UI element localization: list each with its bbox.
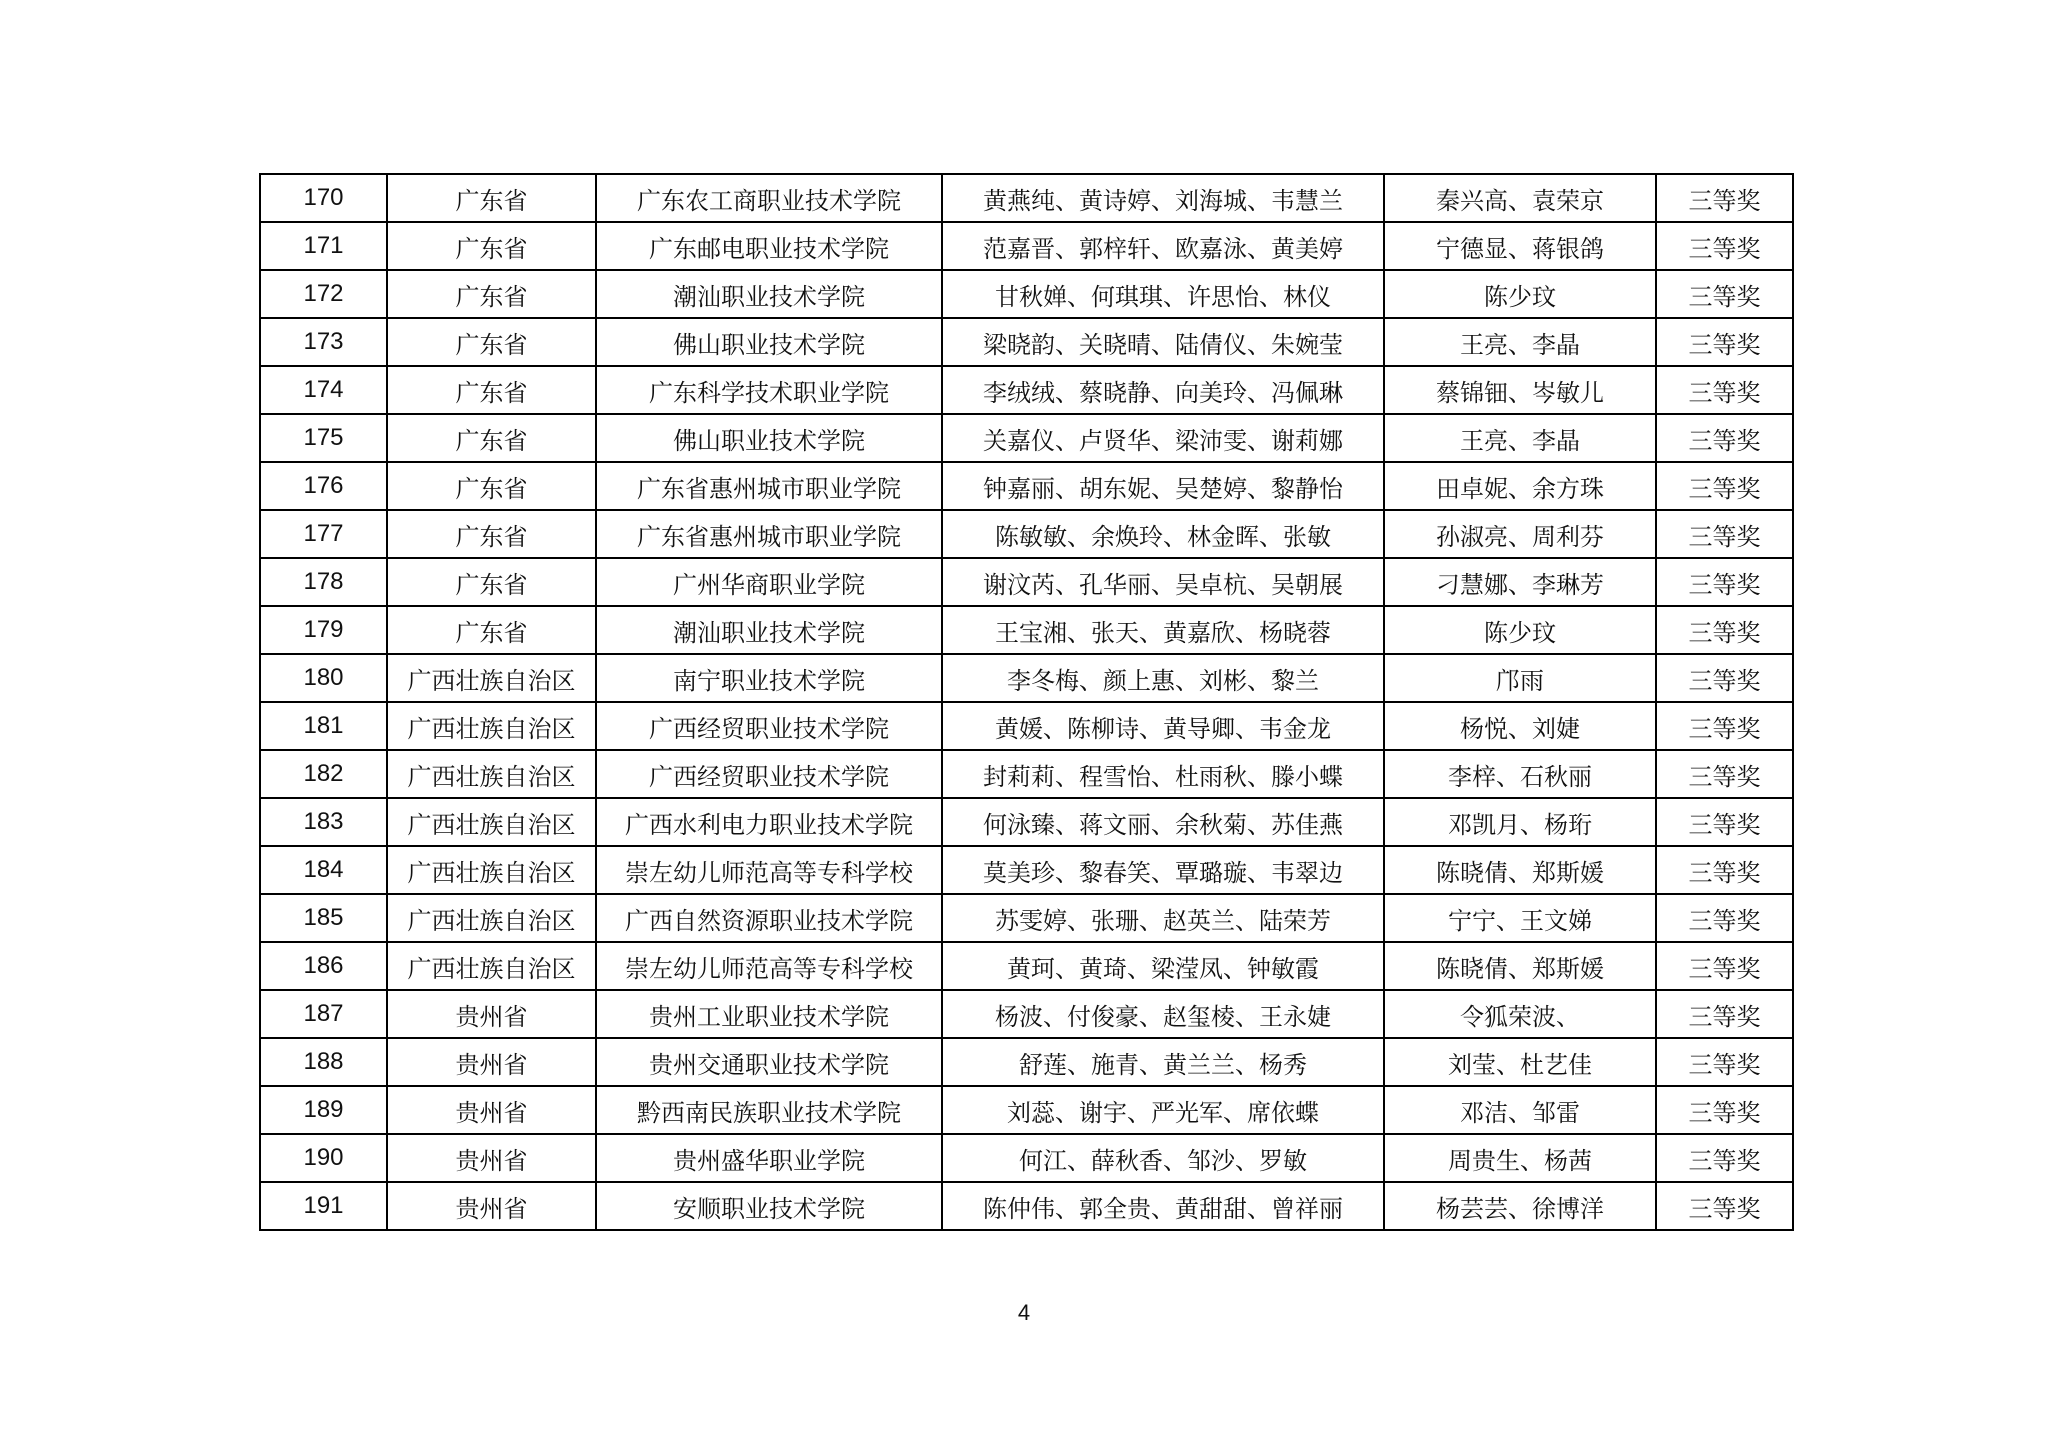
school-cell: 佛山职业技术学院 bbox=[596, 414, 942, 462]
students-cell: 杨波、付俊豪、赵玺棱、王永婕 bbox=[942, 990, 1384, 1038]
province-cell: 贵州省 bbox=[387, 1038, 596, 1086]
award-cell: 三等奖 bbox=[1656, 750, 1793, 798]
students-cell: 范嘉晋、郭梓轩、欧嘉泳、黄美婷 bbox=[942, 222, 1384, 270]
table-row bbox=[260, 750, 1793, 798]
row-number-cell: 182 bbox=[260, 750, 387, 798]
row-number-cell: 171 bbox=[260, 222, 387, 270]
award-cell: 三等奖 bbox=[1656, 894, 1793, 942]
award-cell: 三等奖 bbox=[1656, 798, 1793, 846]
table-row bbox=[260, 1134, 1793, 1182]
advisors-cell: 杨芸芸、徐博洋 bbox=[1384, 1182, 1656, 1230]
table-row bbox=[260, 894, 1793, 942]
row-number-cell: 179 bbox=[260, 606, 387, 654]
school-cell: 崇左幼儿师范高等专科学校 bbox=[596, 942, 942, 990]
advisors-cell: 邓洁、邹雷 bbox=[1384, 1086, 1656, 1134]
row-number-cell: 184 bbox=[260, 846, 387, 894]
advisors-cell: 陈晓倩、郑斯媛 bbox=[1384, 942, 1656, 990]
school-cell: 贵州盛华职业学院 bbox=[596, 1134, 942, 1182]
students-cell: 黄珂、黄琦、梁滢凤、钟敏霞 bbox=[942, 942, 1384, 990]
advisors-cell: 邓凯月、杨珩 bbox=[1384, 798, 1656, 846]
school-cell: 佛山职业技术学院 bbox=[596, 318, 942, 366]
row-number-cell: 185 bbox=[260, 894, 387, 942]
students-cell: 甘秋婵、何琪琪、许思怡、林仪 bbox=[942, 270, 1384, 318]
advisors-cell: 周贵生、杨茜 bbox=[1384, 1134, 1656, 1182]
students-cell: 黄燕纯、黄诗婷、刘海城、韦慧兰 bbox=[942, 174, 1384, 222]
award-cell: 三等奖 bbox=[1656, 558, 1793, 606]
students-cell: 莫美珍、黎春笑、覃璐璇、韦翠边 bbox=[942, 846, 1384, 894]
school-cell: 广东邮电职业技术学院 bbox=[596, 222, 942, 270]
table-row bbox=[260, 1182, 1793, 1230]
award-cell: 三等奖 bbox=[1656, 1134, 1793, 1182]
award-cell: 三等奖 bbox=[1656, 606, 1793, 654]
table-row bbox=[260, 606, 1793, 654]
award-cell: 三等奖 bbox=[1656, 318, 1793, 366]
province-cell: 广东省 bbox=[387, 222, 596, 270]
table-row bbox=[260, 510, 1793, 558]
advisors-cell: 宁宁、王文娣 bbox=[1384, 894, 1656, 942]
table-row bbox=[260, 654, 1793, 702]
award-cell: 三等奖 bbox=[1656, 414, 1793, 462]
advisors-cell: 令狐荣波、 bbox=[1384, 990, 1656, 1038]
table-row bbox=[260, 798, 1793, 846]
school-cell: 广东农工商职业技术学院 bbox=[596, 174, 942, 222]
students-cell: 苏雯婷、张珊、赵英兰、陆荣芳 bbox=[942, 894, 1384, 942]
row-number-cell: 186 bbox=[260, 942, 387, 990]
school-cell: 潮汕职业技术学院 bbox=[596, 270, 942, 318]
table-row bbox=[260, 846, 1793, 894]
award-cell: 三等奖 bbox=[1656, 222, 1793, 270]
row-number-cell: 174 bbox=[260, 366, 387, 414]
students-cell: 舒莲、施青、黄兰兰、杨秀 bbox=[942, 1038, 1384, 1086]
province-cell: 广西壮族自治区 bbox=[387, 702, 596, 750]
province-cell: 贵州省 bbox=[387, 1182, 596, 1230]
province-cell: 广东省 bbox=[387, 174, 596, 222]
award-cell: 三等奖 bbox=[1656, 174, 1793, 222]
province-cell: 广东省 bbox=[387, 510, 596, 558]
school-cell: 贵州交通职业技术学院 bbox=[596, 1038, 942, 1086]
table-row bbox=[260, 318, 1793, 366]
students-cell: 梁晓韵、关晓晴、陆倩仪、朱婉莹 bbox=[942, 318, 1384, 366]
advisors-cell: 陈少玟 bbox=[1384, 270, 1656, 318]
page-number: 4 bbox=[1017, 1300, 1031, 1325]
table-row bbox=[260, 366, 1793, 414]
school-cell: 黔西南民族职业技术学院 bbox=[596, 1086, 942, 1134]
school-cell: 广西水利电力职业技术学院 bbox=[596, 798, 942, 846]
table-row bbox=[260, 990, 1793, 1038]
province-cell: 广西壮族自治区 bbox=[387, 894, 596, 942]
advisors-cell: 李梓、石秋丽 bbox=[1384, 750, 1656, 798]
province-cell: 广东省 bbox=[387, 318, 596, 366]
school-cell: 南宁职业技术学院 bbox=[596, 654, 942, 702]
table-row bbox=[260, 414, 1793, 462]
province-cell: 广西壮族自治区 bbox=[387, 942, 596, 990]
award-cell: 三等奖 bbox=[1656, 1086, 1793, 1134]
table-row bbox=[260, 702, 1793, 750]
province-cell: 贵州省 bbox=[387, 1086, 596, 1134]
province-cell: 广东省 bbox=[387, 414, 596, 462]
province-cell: 广东省 bbox=[387, 462, 596, 510]
students-cell: 封莉莉、程雪怡、杜雨秋、滕小蝶 bbox=[942, 750, 1384, 798]
row-number-cell: 176 bbox=[260, 462, 387, 510]
province-cell: 贵州省 bbox=[387, 1134, 596, 1182]
row-number-cell: 190 bbox=[260, 1134, 387, 1182]
table-row bbox=[260, 1038, 1793, 1086]
award-cell: 三等奖 bbox=[1656, 462, 1793, 510]
province-cell: 广东省 bbox=[387, 558, 596, 606]
school-cell: 广东省惠州城市职业学院 bbox=[596, 510, 942, 558]
advisors-cell: 刁慧娜、李琳芳 bbox=[1384, 558, 1656, 606]
advisors-cell: 杨悦、刘婕 bbox=[1384, 702, 1656, 750]
school-cell: 崇左幼儿师范高等专科学校 bbox=[596, 846, 942, 894]
advisors-cell: 孙淑亮、周利芬 bbox=[1384, 510, 1656, 558]
students-cell: 钟嘉丽、胡东妮、吴楚婷、黎静怡 bbox=[942, 462, 1384, 510]
table-row bbox=[260, 462, 1793, 510]
students-cell: 李绒绒、蔡晓静、向美玲、冯佩琳 bbox=[942, 366, 1384, 414]
award-cell: 三等奖 bbox=[1656, 366, 1793, 414]
province-cell: 广东省 bbox=[387, 270, 596, 318]
table-row bbox=[260, 1086, 1793, 1134]
students-cell: 刘蕊、谢宇、严光军、席依蝶 bbox=[942, 1086, 1384, 1134]
award-cell: 三等奖 bbox=[1656, 990, 1793, 1038]
row-number-cell: 175 bbox=[260, 414, 387, 462]
row-number-cell: 178 bbox=[260, 558, 387, 606]
row-number-cell: 187 bbox=[260, 990, 387, 1038]
school-cell: 广东科学技术职业学院 bbox=[596, 366, 942, 414]
row-number-cell: 180 bbox=[260, 654, 387, 702]
school-cell: 广州华商职业学院 bbox=[596, 558, 942, 606]
school-cell: 广西自然资源职业技术学院 bbox=[596, 894, 942, 942]
award-cell: 三等奖 bbox=[1656, 1038, 1793, 1086]
row-number-cell: 188 bbox=[260, 1038, 387, 1086]
award-cell: 三等奖 bbox=[1656, 846, 1793, 894]
row-number-cell: 181 bbox=[260, 702, 387, 750]
province-cell: 广东省 bbox=[387, 366, 596, 414]
table-row bbox=[260, 222, 1793, 270]
advisors-cell: 陈晓倩、郑斯媛 bbox=[1384, 846, 1656, 894]
school-cell: 安顺职业技术学院 bbox=[596, 1182, 942, 1230]
school-cell: 广西经贸职业技术学院 bbox=[596, 702, 942, 750]
students-cell: 谢汶芮、孔华丽、吴卓杭、吴朝展 bbox=[942, 558, 1384, 606]
award-cell: 三等奖 bbox=[1656, 270, 1793, 318]
school-cell: 潮汕职业技术学院 bbox=[596, 606, 942, 654]
award-cell: 三等奖 bbox=[1656, 942, 1793, 990]
award-cell: 三等奖 bbox=[1656, 654, 1793, 702]
award-cell: 三等奖 bbox=[1656, 1182, 1793, 1230]
row-number-cell: 189 bbox=[260, 1086, 387, 1134]
award-cell: 三等奖 bbox=[1656, 702, 1793, 750]
table-body bbox=[260, 174, 1793, 1230]
students-cell: 王宝湘、张天、黄嘉欣、杨晓蓉 bbox=[942, 606, 1384, 654]
advisors-cell: 田卓妮、余方珠 bbox=[1384, 462, 1656, 510]
table-row bbox=[260, 270, 1793, 318]
row-number-cell: 177 bbox=[260, 510, 387, 558]
row-number-cell: 183 bbox=[260, 798, 387, 846]
students-cell: 何江、薛秋香、邹沙、罗敏 bbox=[942, 1134, 1384, 1182]
row-number-cell: 173 bbox=[260, 318, 387, 366]
award-table bbox=[259, 173, 1794, 1231]
students-cell: 陈敏敏、余焕玲、林金晖、张敏 bbox=[942, 510, 1384, 558]
table-row bbox=[260, 942, 1793, 990]
province-cell: 贵州省 bbox=[387, 990, 596, 1038]
students-cell: 黄媛、陈柳诗、黄导卿、韦金龙 bbox=[942, 702, 1384, 750]
advisors-cell: 陈少玟 bbox=[1384, 606, 1656, 654]
advisors-cell: 宁德显、蒋银鸽 bbox=[1384, 222, 1656, 270]
school-cell: 贵州工业职业技术学院 bbox=[596, 990, 942, 1038]
award-cell: 三等奖 bbox=[1656, 510, 1793, 558]
table-row bbox=[260, 174, 1793, 222]
school-cell: 广西经贸职业技术学院 bbox=[596, 750, 942, 798]
students-cell: 李冬梅、颜上惠、刘彬、黎兰 bbox=[942, 654, 1384, 702]
advisors-cell: 秦兴高、袁荣京 bbox=[1384, 174, 1656, 222]
advisors-cell: 刘莹、杜艺佳 bbox=[1384, 1038, 1656, 1086]
advisors-cell: 王亮、李晶 bbox=[1384, 414, 1656, 462]
province-cell: 广西壮族自治区 bbox=[387, 798, 596, 846]
advisors-cell: 王亮、李晶 bbox=[1384, 318, 1656, 366]
advisors-cell: 蔡锦钿、岑敏儿 bbox=[1384, 366, 1656, 414]
row-number-cell: 191 bbox=[260, 1182, 387, 1230]
province-cell: 广西壮族自治区 bbox=[387, 846, 596, 894]
province-cell: 广西壮族自治区 bbox=[387, 750, 596, 798]
table-row bbox=[260, 558, 1793, 606]
province-cell: 广西壮族自治区 bbox=[387, 654, 596, 702]
row-number-cell: 172 bbox=[260, 270, 387, 318]
students-cell: 何泳臻、蒋文丽、余秋菊、苏佳燕 bbox=[942, 798, 1384, 846]
students-cell: 关嘉仪、卢贤华、梁沛雯、谢莉娜 bbox=[942, 414, 1384, 462]
school-cell: 广东省惠州城市职业学院 bbox=[596, 462, 942, 510]
students-cell: 陈仲伟、郭全贵、黄甜甜、曾祥丽 bbox=[942, 1182, 1384, 1230]
province-cell: 广东省 bbox=[387, 606, 596, 654]
advisors-cell: 邝雨 bbox=[1384, 654, 1656, 702]
row-number-cell: 170 bbox=[260, 174, 387, 222]
